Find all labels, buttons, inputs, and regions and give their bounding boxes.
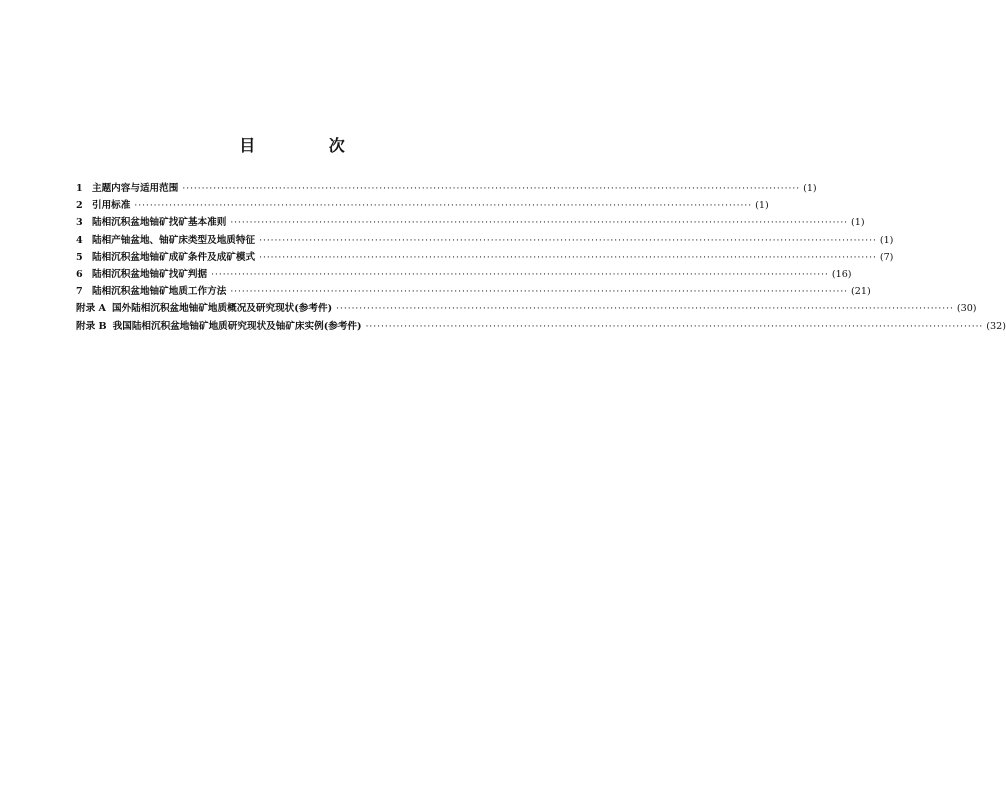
leader-dots: ································································································································································ bbox=[365, 321, 984, 332]
toc-entry bbox=[76, 197, 769, 214]
leader-dots: ································································································································································ bbox=[259, 252, 877, 263]
toc-entry-title: 陆相产铀盆地、铀矿床类型及地质特征 bbox=[92, 234, 256, 246]
table-of-contents bbox=[76, 180, 1006, 335]
toc-entry-title: 陆相沉积盆地铀矿找矿判据 bbox=[92, 268, 208, 280]
page-title: 目 次 bbox=[239, 136, 379, 155]
leader-dots: ································································································································································ bbox=[134, 201, 753, 212]
leader-dots: ································································································································································ bbox=[211, 269, 829, 280]
leader-dots: ································································································································································ bbox=[230, 287, 849, 298]
toc-entry-page: (1) bbox=[803, 183, 817, 194]
toc-entry-number: 3 bbox=[76, 217, 83, 229]
toc-entry bbox=[76, 214, 865, 231]
toc-entry-page: (16) bbox=[831, 268, 852, 280]
leader-dots: ································································································································································ bbox=[230, 218, 849, 229]
toc-entry-title: 陆相沉积盆地铀矿成矿条件及成矿模式 bbox=[92, 251, 256, 263]
leader-dots: ································································································································································ bbox=[259, 235, 877, 246]
toc-entry-title: 引用标准 bbox=[92, 200, 131, 212]
toc-appendix-title: 我国陆相沉积盆地铀矿地质研究现状及铀矿床实例(参考件) bbox=[112, 320, 362, 332]
toc-entry bbox=[76, 266, 852, 283]
toc-entry-number: 4 bbox=[76, 234, 83, 246]
toc-appendix-title: 国外陆相沉积盆地铀矿地质概况及研究现状(参考件) bbox=[111, 303, 333, 315]
toc-entry-page: (1) bbox=[755, 200, 769, 212]
toc-entry-page: (7) bbox=[879, 251, 894, 263]
toc-entry bbox=[76, 249, 894, 266]
toc-appendix-number: 附录 B bbox=[76, 320, 107, 332]
toc-entry-number: 7 bbox=[76, 286, 83, 298]
toc-entry-page: (1) bbox=[879, 234, 894, 246]
toc-entry-number: 2 bbox=[76, 200, 83, 212]
toc-appendix-page: (32) bbox=[986, 320, 1006, 332]
toc-entry-title: 陆相沉积盆地铀矿地质工作方法 bbox=[92, 286, 227, 298]
toc-entry-page: (21) bbox=[851, 286, 871, 298]
toc-entry-number: 5 bbox=[76, 251, 83, 263]
toc-appendix bbox=[76, 300, 977, 317]
toc-entry-number: 6 bbox=[76, 268, 83, 280]
toc-entry bbox=[76, 232, 894, 249]
toc-entry bbox=[76, 283, 871, 300]
toc-appendix-number: 附录 A bbox=[76, 303, 106, 315]
toc-appendix bbox=[76, 318, 1006, 335]
leader-dots: ································································································································································ bbox=[336, 304, 954, 315]
leader-dots: ································································································································································ bbox=[182, 184, 801, 194]
toc-entry bbox=[76, 180, 817, 197]
toc-appendix-page: (30) bbox=[956, 303, 977, 315]
toc-entry-number: 1 bbox=[76, 183, 83, 194]
toc-entry-title: 主题内容与适用范围 bbox=[92, 183, 179, 194]
toc-entry-title: 陆相沉积盆地铀矿找矿基本准则 bbox=[92, 217, 227, 229]
toc-entry-page: (1) bbox=[851, 217, 865, 229]
